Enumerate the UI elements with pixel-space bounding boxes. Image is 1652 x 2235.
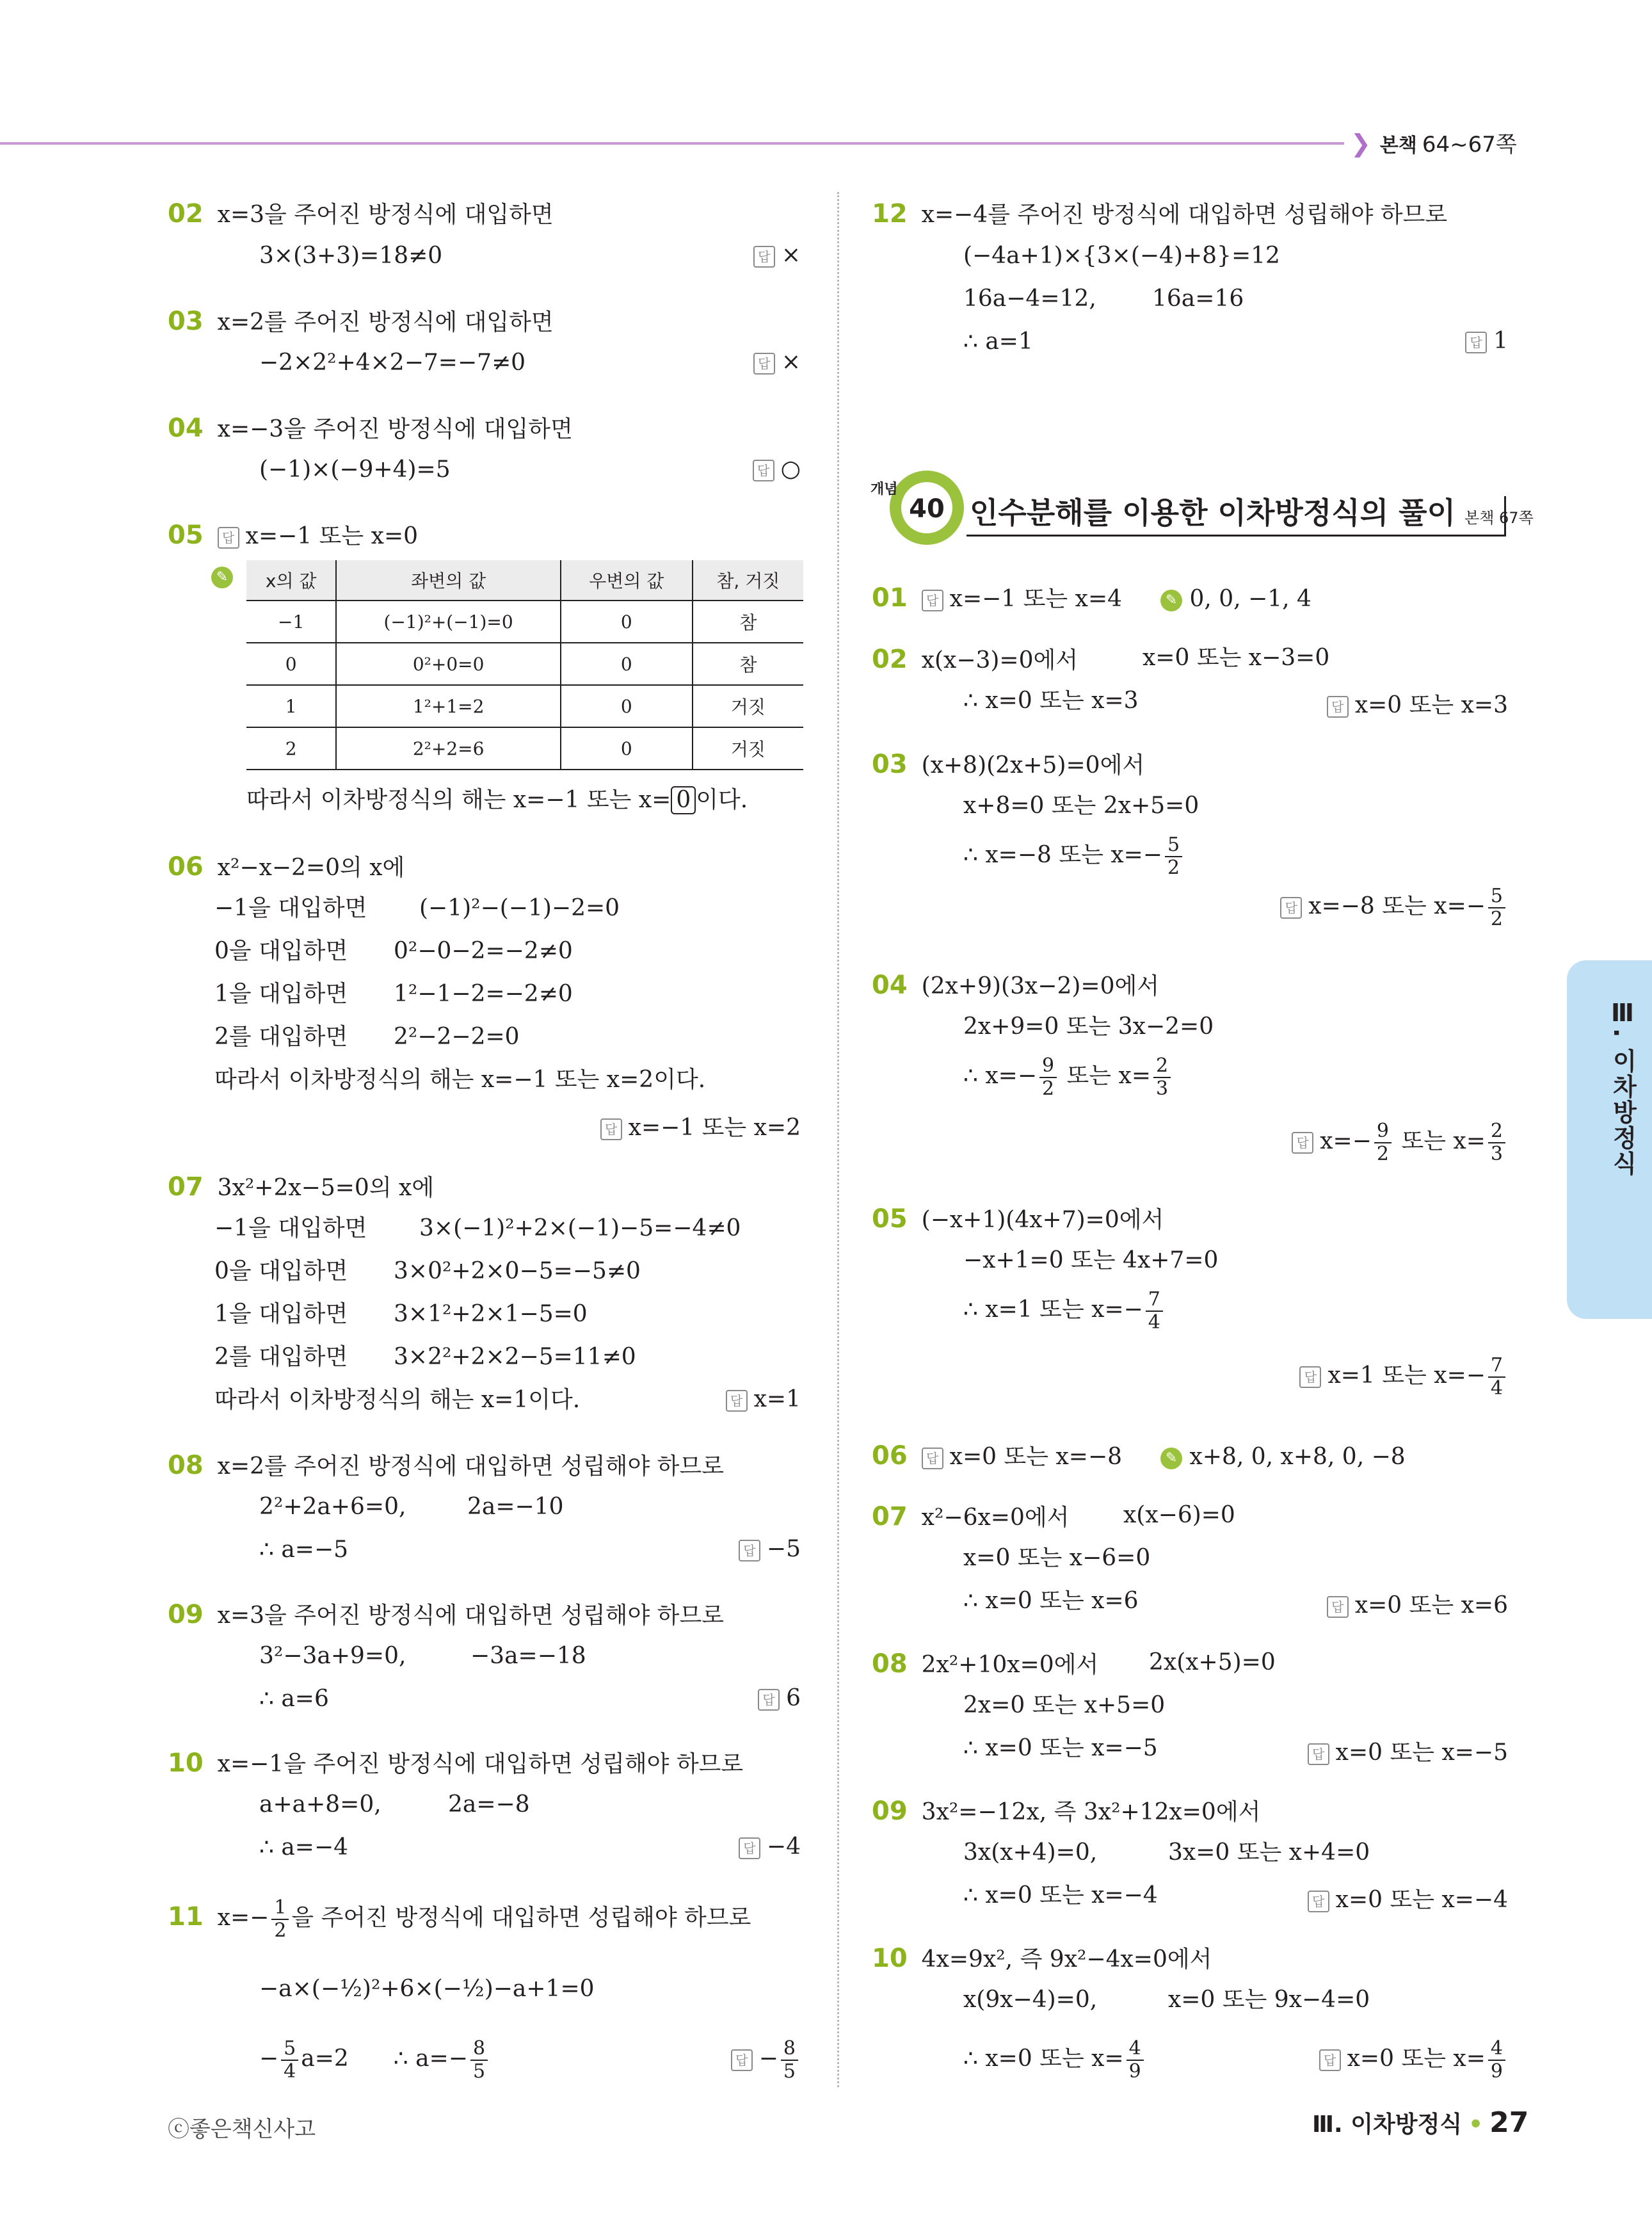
q-07: 07 x²−6x=0에서	[872, 1502, 1070, 1531]
q-09-result: ∴ x=0 또는 x=−4	[963, 1882, 1158, 1908]
answer-icon: 답	[731, 2049, 753, 2071]
table-row: 1 1²+1=2 0 거짓	[246, 685, 803, 727]
table-row: −1 (−1)²+(−1)=0 0 참	[246, 601, 803, 643]
answer-icon: 답	[1308, 1891, 1329, 1912]
problem-06-row: 2를 대입하면	[214, 1024, 348, 1050]
answer-10: 답 −4	[739, 1834, 801, 1860]
answer-icon: 답	[218, 527, 239, 549]
problem-06-calc: 1²−1−2=−2≠0	[394, 981, 573, 1007]
q-07-calc: x(x−6)=0	[1123, 1502, 1235, 1528]
q-05: 05 (−x+1)(4x+7)=0에서	[872, 1204, 1164, 1234]
answer-03: 답 ×	[753, 349, 801, 375]
q-08: 08 2x²+10x=0에서	[872, 1649, 1099, 1679]
answer-q03: 답 x=−8 또는 x=− $\frac{5}{2}$	[1280, 887, 1508, 929]
answer-icon: 답	[1280, 897, 1302, 919]
q-06: 06 답 x=0 또는 x=−8 ✎ x+8, 0, x+8, 0, −8	[872, 1441, 1406, 1471]
problem-10-calc: a+a+8=0,	[259, 1791, 381, 1818]
fraction: $\frac{8}{5}$	[781, 2039, 798, 2081]
q-05-result: ∴ x=1 또는 x=− $\frac{7}{4}$	[963, 1290, 1166, 1332]
fraction: $\frac{2}{3}$	[1488, 1122, 1505, 1164]
answer-icon: 답	[1319, 2049, 1341, 2071]
answer-icon: 답	[726, 1390, 748, 1412]
answer-q08: 답 x=0 또는 x=−5	[1308, 1734, 1508, 1767]
q-02-calc: x=0 또는 x−3=0	[1143, 645, 1330, 671]
problem-06: 06 x²−x−2=0의 x에	[168, 852, 405, 882]
answer-icon: 답	[1465, 332, 1487, 353]
problem-07-calc: 3×(−1)²+2×(−1)−5=−4≠0	[419, 1215, 741, 1241]
problem-07-row: 0을 대입하면	[214, 1258, 348, 1284]
problem-10: 10 x=−1을 주어진 방정식에 대입하면 성립해야 하므로	[168, 1748, 744, 1778]
q-02-result: ∴ x=0 또는 x=3	[963, 688, 1139, 714]
problem-12-calc: 16a=16	[1152, 286, 1244, 312]
fraction: $\frac{2}{3}$	[1153, 1056, 1171, 1099]
problem-12: 12 x=−4를 주어진 방정식에 대입하면 성립해야 하므로	[872, 199, 1448, 229]
problem-06-row: 1을 대입하면	[214, 981, 348, 1007]
chapter-side-tab: Ⅲ. 이차방정식	[1567, 960, 1652, 1319]
problem-12-result: ∴ a=1	[963, 328, 1033, 355]
problem-10-calc: 2a=−8	[448, 1791, 530, 1818]
fraction: $\frac{9}{2}$	[1039, 1056, 1057, 1099]
problem-07: 07 3x²+2x−5=0의 x에	[168, 1172, 435, 1202]
problem-05-conclusion: 따라서 이차방정식의 해는 x=−1 또는 x= 0 이다.	[246, 787, 748, 813]
problem-07-calc: 3×0²+2×0−5=−5≠0	[394, 1258, 641, 1284]
q-10: 10 4x=9x², 즉 9x²−4x=0에서	[872, 1944, 1212, 1973]
problem-07-calc: 3×1²+2×1−5=0	[394, 1301, 588, 1327]
q-03: 03 (x+8)(2x+5)=0에서	[872, 750, 1145, 779]
problem-07-row: 1을 대입하면	[214, 1301, 348, 1327]
answer-icon: 답	[758, 1689, 780, 1711]
problem-04: 04 x=−3을 주어진 방정식에 대입하면	[168, 414, 573, 443]
problem-07-row: 2를 대입하면	[214, 1344, 348, 1370]
q-02: 02 x(x−3)=0에서	[872, 645, 1079, 674]
table-header: 참, 거짓	[693, 560, 803, 601]
answer-icon: 답	[1292, 1132, 1313, 1154]
answer-07: 답 x=1	[726, 1386, 801, 1412]
problem-12-calc: (−4a+1)×{3×(−4)+8}=12	[963, 243, 1280, 269]
answer-q05: 답 x=1 또는 x=− $\frac{7}{4}$	[1299, 1356, 1508, 1398]
problem-11-calc: −a×(−½)²+6×(−½)−a+1=0	[259, 1976, 595, 2002]
q-07-calc: x=0 또는 x−6=0	[963, 1545, 1151, 1571]
q-10-calc: x=0 또는 9x−4=0	[1168, 1987, 1370, 2013]
concept-title: 인수분해를 이용한 이차방정식의 풀이	[970, 496, 1456, 530]
table-header: x의 값	[246, 560, 336, 601]
problem-09-result: ∴ a=6	[259, 1686, 329, 1712]
table-header: 우변의 값	[561, 560, 693, 601]
fraction: $\frac{4}{9}$	[1488, 2039, 1505, 2081]
problem-08-calc: 2²+2a+6=0,	[259, 1494, 406, 1520]
answer-04: 답 ○	[753, 456, 801, 482]
q-08-calc: 2x(x+5)=0	[1149, 1649, 1276, 1675]
q-08-calc: 2x=0 또는 x+5=0	[963, 1692, 1166, 1718]
problem-03-calc: −2×2²+4×2−7=−7≠0	[259, 350, 526, 376]
problem-08: 08 x=2를 주어진 방정식에 대입하면 성립해야 하므로	[168, 1451, 725, 1480]
fraction: $\frac{7}{4}$	[1488, 1356, 1505, 1398]
answer-icon: 답	[753, 460, 774, 481]
fraction: $\frac{5}{4}$	[281, 2039, 298, 2081]
publisher-copyright: ⓒ좋은책신사고	[168, 2117, 316, 2142]
q-01: 01 답 x=−1 또는 x=4 ✎ 0, 0, −1, 4	[872, 583, 1311, 613]
q-10-result: ∴ x=0 또는 x= $\frac{4}{9}$	[963, 2039, 1146, 2081]
problem-02: 02 x=3을 주어진 방정식에 대입하면	[168, 199, 554, 229]
q-09-calc: 3x=0 또는 x+4=0	[1168, 1839, 1370, 1866]
answer-icon: 답	[1327, 696, 1349, 718]
table-row: 2 2²+2=6 0 거짓	[246, 727, 803, 770]
page-reference: ❯ 본책 64~67쪽	[1351, 129, 1517, 157]
table-header: 좌변의 값	[336, 560, 561, 601]
problem-03: 03 x=2를 주어진 방정식에 대입하면	[168, 307, 554, 336]
fraction: $\frac{9}{2}$	[1374, 1122, 1391, 1164]
fraction: $\frac{8}{5}$	[470, 2039, 488, 2081]
fraction: $\frac{4}{9}$	[1127, 2039, 1144, 2081]
answer-icon: 답	[753, 246, 775, 268]
problem-12-calc: 16a−4=12,	[963, 286, 1096, 312]
q-04-calc: 2x+9=0 또는 3x−2=0	[963, 1013, 1214, 1040]
problem-11-result: − $\frac{5}{4}$ a=2 ∴ a=− $\frac{8}{5}$	[259, 2039, 490, 2081]
answer-02: 답 ×	[753, 242, 801, 268]
problem-06-row: −1을 대입하면	[214, 895, 367, 921]
problem-08-calc: 2a=−10	[467, 1494, 564, 1520]
answer-icon: 답	[739, 1837, 760, 1859]
answer-icon: 답	[753, 353, 775, 375]
answer-11: 답 − $\frac{8}{5}$	[731, 2039, 801, 2081]
page-footer: Ⅲ. 이차방정식 • 27	[1312, 2106, 1529, 2139]
page-number: 27	[1489, 2106, 1529, 2139]
answer-icon: 답	[739, 1540, 760, 1561]
bullet-icon: •	[1468, 2111, 1484, 2138]
concept-header: 40 개념 인수분해를 이용한 이차방정식의 풀이 본책 67쪽	[870, 471, 1507, 547]
problem-09: 09 x=3을 주어진 방정식에 대입하면 성립해야 하므로	[168, 1600, 725, 1629]
answer-q04: 답 x=− $\frac{9}{2}$ 또는 x= $\frac{2}{3}$	[1292, 1122, 1508, 1164]
answer-icon: 답	[1327, 1596, 1349, 1618]
answer-09: 답 6	[758, 1685, 801, 1711]
problem-09-calc: 3²−3a+9=0,	[259, 1643, 406, 1669]
fraction: $\frac{5}{2}$	[1488, 887, 1505, 929]
answer-icon: 답	[1299, 1366, 1321, 1388]
answer-icon: 답	[922, 590, 943, 611]
answer-icon: 답	[922, 1448, 943, 1469]
q-10-calc: x(9x−4)=0,	[963, 1987, 1098, 2013]
problem-06-calc: (−1)²−(−1)−2=0	[419, 895, 620, 921]
problem-09-calc: −3a=−18	[470, 1643, 586, 1669]
chevron-right-icon: ❯	[1351, 129, 1371, 157]
answer-06: 답 x=−1 또는 x=2	[600, 1109, 801, 1142]
problem-06-row: 0을 대입하면	[214, 938, 348, 964]
q-07-result: ∴ x=0 또는 x=6	[963, 1588, 1139, 1614]
problem-04-calc: (−1)×(−9+4)=5	[259, 456, 451, 483]
q-04: 04 (2x+9)(3x−2)=0에서	[872, 971, 1160, 1000]
q-09-calc: 3x(x+4)=0,	[963, 1839, 1098, 1866]
fraction: $\frac{1}{2}$	[271, 1898, 289, 1940]
q-08-result: ∴ x=0 또는 x=−5	[963, 1735, 1158, 1761]
problem-06-calc: 0²−0−2=−2≠0	[394, 938, 573, 964]
q-04-result: ∴ x=− $\frac{9}{2}$ 또는 x= $\frac{2}{3}$	[963, 1056, 1173, 1099]
problem-06-calc: 2²−2−2=0	[394, 1024, 520, 1050]
fraction: $\frac{5}{2}$	[1165, 835, 1182, 878]
answer-12: 답 1	[1465, 328, 1508, 354]
answer-08: 답 −5	[739, 1536, 801, 1562]
concept-reference: 본책 67쪽	[1464, 509, 1534, 527]
problem-11: 11 x=− $\frac{1}{2}$ 을 주어진 방정식에 대입하면 성립해야 하므로	[168, 1896, 751, 1942]
answer-q10: 답 x=0 또는 x= $\frac{4}{9}$	[1319, 2039, 1508, 2081]
problem-07-conclusion: 따라서 이차방정식의 해는 x=1이다.	[214, 1387, 581, 1413]
problem-05: 05 답 x=−1 또는 x=0	[168, 520, 419, 550]
answer-icon: 답	[600, 1118, 622, 1140]
problem-10-result: ∴ a=−4	[259, 1834, 349, 1860]
problem-07-calc: 3×2²+2×2−5=11≠0	[394, 1344, 636, 1370]
header-rule	[0, 142, 1344, 145]
problem-07-row: −1을 대입하면	[214, 1215, 367, 1241]
answer-q09: 답 x=0 또는 x=−4	[1308, 1882, 1508, 1914]
column-divider	[837, 192, 839, 2087]
problem-08-result: ∴ a=−5	[259, 1537, 349, 1563]
pencil-icon: ✎	[1160, 1448, 1182, 1469]
table-row: 0 0²+0=0 0 참	[246, 643, 803, 685]
q-03-calc: x+8=0 또는 2x+5=0	[963, 793, 1199, 819]
problem-02-calc: 3×(3+3)=18≠0	[259, 243, 443, 269]
pencil-icon: ✎	[1160, 590, 1182, 611]
problem-06-conclusion: 따라서 이차방정식의 해는 x=−1 또는 x=2이다.	[214, 1067, 706, 1093]
q-05-calc: −x+1=0 또는 4x+7=0	[963, 1247, 1219, 1273]
q-03-result: ∴ x=−8 또는 x=− $\frac{5}{2}$	[963, 835, 1185, 878]
answer-box: 0	[671, 786, 696, 814]
answer-q02: 답 x=0 또는 x=3	[1327, 687, 1508, 720]
answer-icon: 답	[1308, 1743, 1329, 1765]
answer-q07: 답 x=0 또는 x=6	[1327, 1587, 1508, 1620]
q-09: 09 3x²=−12x, 즉 3x²+12x=0에서	[872, 1796, 1261, 1826]
fraction: $\frac{7}{4}$	[1146, 1290, 1163, 1332]
pencil-icon: ✎	[211, 562, 233, 590]
truth-table	[246, 560, 803, 770]
